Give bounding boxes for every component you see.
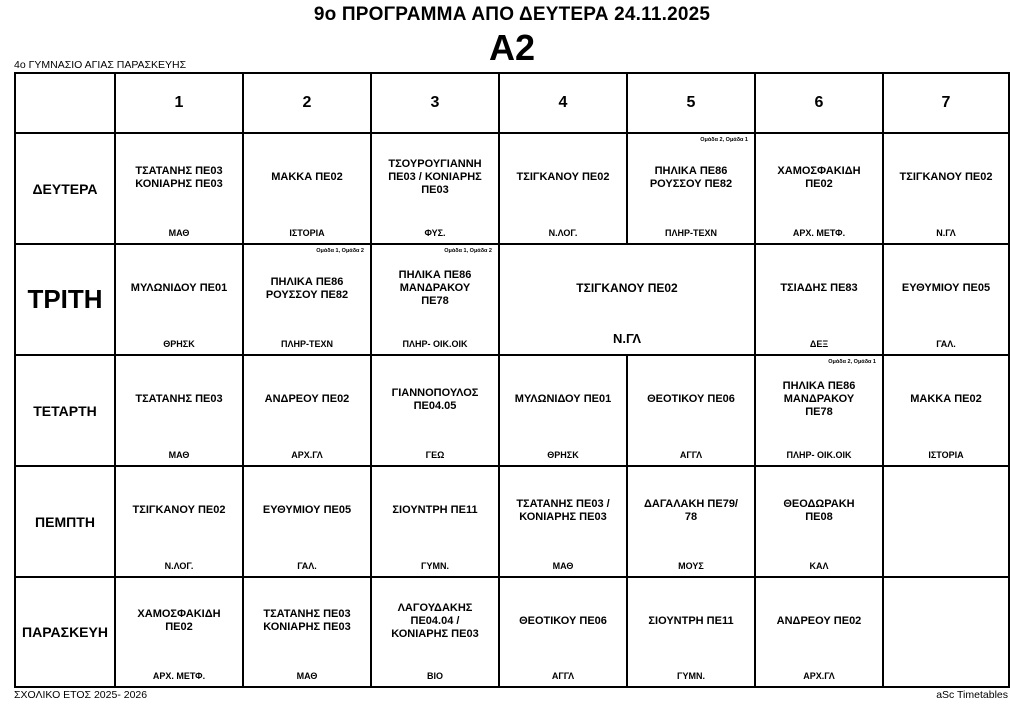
lesson-cell <box>884 245 1008 356</box>
lesson-cell <box>500 578 628 686</box>
period-header: 7 <box>884 74 1008 134</box>
lesson-subject: ΑΡΧ. ΜΕΤΦ. <box>152 671 206 681</box>
lesson-teacher: ΕΥΘΥΜΙΟΥ ΠΕ05 <box>901 282 991 294</box>
lesson-cell <box>500 134 628 245</box>
lesson-cell <box>244 356 372 467</box>
lesson-teacher: ΤΣΟΥΡΟΥΓΙΑΝΝΗ ΠΕ03 / ΚΟΝΙΑΡΗΣ ΠΕ03 <box>388 158 482 196</box>
lesson-cell <box>756 578 884 686</box>
lesson-teacher: ΣΙΟΥΝΤΡΗ ΠΕ11 <box>392 504 478 516</box>
lesson-teacher: ΕΥΘΥΜΙΟΥ ΠΕ05 <box>262 504 352 516</box>
lesson-subject: Ν.ΓΛ <box>612 331 642 346</box>
lesson-teacher: ΧΑΜΟΣΦΑΚΙΔΗ ΠΕ02 <box>137 608 221 633</box>
lesson-subject: ΦΥΣ. <box>424 228 446 238</box>
lesson-cell <box>116 467 244 578</box>
lesson-subject: ΓΥΜΝ. <box>677 671 705 681</box>
lesson-teacher: ΠΗΛΙΚΑ ΠΕ86 ΡΟΥΣΣΟΥ ΠΕ82 <box>265 275 349 301</box>
lesson-subject: ΓΕΩ <box>425 450 445 460</box>
period-header: 1 <box>116 74 244 134</box>
lesson-cell-double <box>500 245 756 356</box>
day-label: ΤΡΙΤΗ <box>16 245 116 356</box>
school-year: ΣΧΟΛΙΚΟ ΕΤΟΣ 2025- 2026 <box>14 689 148 701</box>
lesson-subject: ΙΣΤΟΡΙΑ <box>289 228 325 238</box>
lesson-cell <box>756 134 884 245</box>
lesson-teacher: ΘΕΟΤΙΚΟΥ ΠΕ06 <box>647 393 735 405</box>
lesson-teacher <box>887 467 1005 554</box>
lesson-subject: ΑΡΧ.ΓΛ <box>803 671 835 681</box>
lesson-teacher: ΓΙΑΝΝΟΠΟΥΛΟΣ ΠΕ04.05 <box>391 386 479 412</box>
lesson-subject: ΓΥΜΝ. <box>421 561 449 571</box>
period-header: 2 <box>244 74 372 134</box>
lesson-cell <box>244 578 372 686</box>
empty-cell <box>884 467 1008 578</box>
lesson-cell <box>116 134 244 245</box>
lesson-teacher: ΤΣΙΓΚΑΝΟΥ ΠΕ02 <box>132 504 226 516</box>
lesson-subject: ΘΡΗΣΚ <box>163 339 195 349</box>
lesson-teacher: ΘΕΟΔΩΡΑΚΗ ΠΕ08 <box>783 497 855 523</box>
page-title: 9ο ΠΡΟΓΡΑΜΜΑ ΑΠΟ ΔΕΥΤΕΡΑ 24.11.2025 <box>313 4 711 25</box>
lesson-teacher: ΤΣΙΑΔΗΣ ΠΕ83 <box>780 282 858 294</box>
lesson-teacher: ΔΑΓΑΛΑΚΗ ΠΕ79/ 78 <box>643 497 738 523</box>
period-header: 5 <box>628 74 756 134</box>
lesson-teacher: ΠΗΛΙΚΑ ΠΕ86 ΜΑΝΔΡΑΚΟΥ ΠΕ78 <box>398 269 472 307</box>
lesson-cell <box>244 467 372 578</box>
lesson-subject: ΠΛΗΡ- ΟΙΚ.ΟΙΚ <box>786 450 852 460</box>
day-label: ΠΕΜΠΤΗ <box>16 467 116 578</box>
lesson-teacher: ΠΗΛΙΚΑ ΠΕ86 ΡΟΥΣΣΟΥ ΠΕ82 <box>649 164 733 190</box>
lesson-cell <box>116 245 244 356</box>
empty-cell <box>884 578 1008 686</box>
period-header: 4 <box>500 74 628 134</box>
lesson-teacher: ΘΕΟΤΙΚΟΥ ΠΕ06 <box>519 614 607 627</box>
corner-cell <box>16 74 116 134</box>
lesson-cell <box>756 356 884 467</box>
lesson-cell <box>372 356 500 467</box>
group-label: Ομάδα 2, Ομάδα 1 <box>828 359 876 365</box>
lesson-subject: ΜΑΘ <box>168 228 190 238</box>
lesson-cell <box>628 467 756 578</box>
lesson-teacher: ΑΝΔΡΕΟΥ ΠΕ02 <box>264 393 350 405</box>
lesson-cell <box>756 245 884 356</box>
period-header: 6 <box>756 74 884 134</box>
lesson-subject: ΑΓΓΛ <box>679 450 703 460</box>
lesson-subject: ΜΟΥΣ <box>678 561 704 571</box>
lesson-subject: ΑΓΓΛ <box>551 671 575 681</box>
lesson-teacher: ΜΑΚΚΑ ΠΕ02 <box>910 393 982 405</box>
lesson-cell <box>500 467 628 578</box>
lesson-teacher: ΤΣΑΤΑΝΗΣ ΠΕ03 / ΚΟΝΙΑΡΗΣ ΠΕ03 <box>516 497 610 523</box>
lesson-teacher: ΤΣΙΓΚΑΝΟΥ ΠΕ02 <box>576 281 678 295</box>
lesson-subject: ΠΛΗΡ-ΤΕΧΝ <box>664 228 717 238</box>
group-label: Ομάδα 2, Ομάδα 1 <box>700 137 748 143</box>
lesson-subject: ΑΡΧ.ΓΛ <box>291 450 323 460</box>
day-label: ΠΑΡΑΣΚΕΥΗ <box>16 578 116 686</box>
lesson-subject: ΜΑΘ <box>296 671 318 681</box>
lesson-subject: ΓΑΛ. <box>936 339 956 349</box>
lesson-subject: ΓΑΛ. <box>297 561 317 571</box>
lesson-subject: ΚΑΛ <box>809 561 829 571</box>
lesson-subject: ΔΕΞ <box>809 339 829 349</box>
lesson-cell <box>244 134 372 245</box>
lesson-teacher: ΤΣΑΤΑΝΗΣ ΠΕ03 ΚΟΝΙΑΡΗΣ ΠΕ03 <box>135 164 223 190</box>
lesson-teacher: ΠΗΛΙΚΑ ΠΕ86 ΜΑΝΔΡΑΚΟΥ ΠΕ78 <box>782 380 856 418</box>
lesson-cell <box>500 356 628 467</box>
lesson-cell <box>628 134 756 245</box>
period-header: 3 <box>372 74 500 134</box>
lesson-cell <box>372 467 500 578</box>
lesson-teacher: ΤΣΙΓΚΑΝΟΥ ΠΕ02 <box>899 171 993 183</box>
lesson-teacher: ΜΥΛΩΝΙΔΟΥ ΠΕ01 <box>514 393 612 405</box>
lesson-teacher: ΣΙΟΥΝΤΡΗ ΠΕ11 <box>648 614 734 627</box>
lesson-subject: Ν.ΛΟΓ. <box>164 561 194 571</box>
lesson-teacher: ΑΝΔΡΕΟΥ ΠΕ02 <box>776 614 862 627</box>
lesson-cell <box>628 578 756 686</box>
group-label: Ομάδα 1, Ομάδα 2 <box>444 248 492 254</box>
lesson-subject: ΘΡΗΣΚ <box>547 450 579 460</box>
lesson-teacher: ΧΑΜΟΣΦΑΚΙΔΗ ΠΕ02 <box>777 164 861 190</box>
lesson-teacher: ΜΑΚΚΑ ΠΕ02 <box>271 171 343 183</box>
lesson-subject: Ν.ΓΛ <box>936 228 956 238</box>
lesson-cell <box>244 245 372 356</box>
lesson-teacher <box>887 578 1005 664</box>
software-credit: aSc Timetables <box>936 689 1008 701</box>
lesson-subject: ΜΑΘ <box>552 561 574 571</box>
group-label: Ομάδα 1, Ομάδα 2 <box>316 248 364 254</box>
lesson-subject: ΜΑΘ <box>168 450 190 460</box>
lesson-teacher: ΤΣΑΤΑΝΗΣ ΠΕ03 <box>135 393 223 405</box>
lesson-cell <box>372 245 500 356</box>
lesson-subject: ΑΡΧ. ΜΕΤΦ. <box>792 228 846 238</box>
lesson-cell <box>884 134 1008 245</box>
day-label: ΤΕΤΑΡΤΗ <box>16 356 116 467</box>
lesson-teacher: ΛΑΓΟΥΔΑΚΗΣ ΠΕ04.04 / ΚΟΝΙΑΡΗΣ ΠΕ03 <box>391 601 479 640</box>
lesson-subject: ΠΛΗΡ-ΤΕΧΝ <box>280 339 333 349</box>
lesson-cell <box>756 467 884 578</box>
lesson-subject: Ν.ΛΟΓ. <box>548 228 578 238</box>
lesson-subject: ΒΙΟ <box>426 671 443 681</box>
lesson-teacher: ΤΣΙΓΚΑΝΟΥ ΠΕ02 <box>516 171 610 183</box>
lesson-cell <box>116 578 244 686</box>
lesson-cell <box>372 134 500 245</box>
day-label: ΔΕΥΤΕΡΑ <box>16 134 116 245</box>
lesson-cell <box>628 356 756 467</box>
school-name: 4ο ΓΥΜΝΑΣΙΟ ΑΓΙΑΣ ΠΑΡΑΣΚΕΥΗΣ <box>14 59 187 71</box>
lesson-subject: ΠΛΗΡ- ΟΙΚ.ΟΙΚ <box>402 339 468 349</box>
lesson-cell <box>884 356 1008 467</box>
lesson-subject: ΙΣΤΟΡΙΑ <box>928 450 964 460</box>
lesson-teacher: ΤΣΑΤΑΝΗΣ ΠΕ03 ΚΟΝΙΑΡΗΣ ΠΕ03 <box>263 608 351 633</box>
class-name: Α2 <box>488 27 536 68</box>
lesson-teacher: ΜΥΛΩΝΙΔΟΥ ΠΕ01 <box>130 282 228 294</box>
lesson-cell <box>372 578 500 686</box>
lesson-cell <box>116 356 244 467</box>
timetable-grid <box>14 72 1010 688</box>
